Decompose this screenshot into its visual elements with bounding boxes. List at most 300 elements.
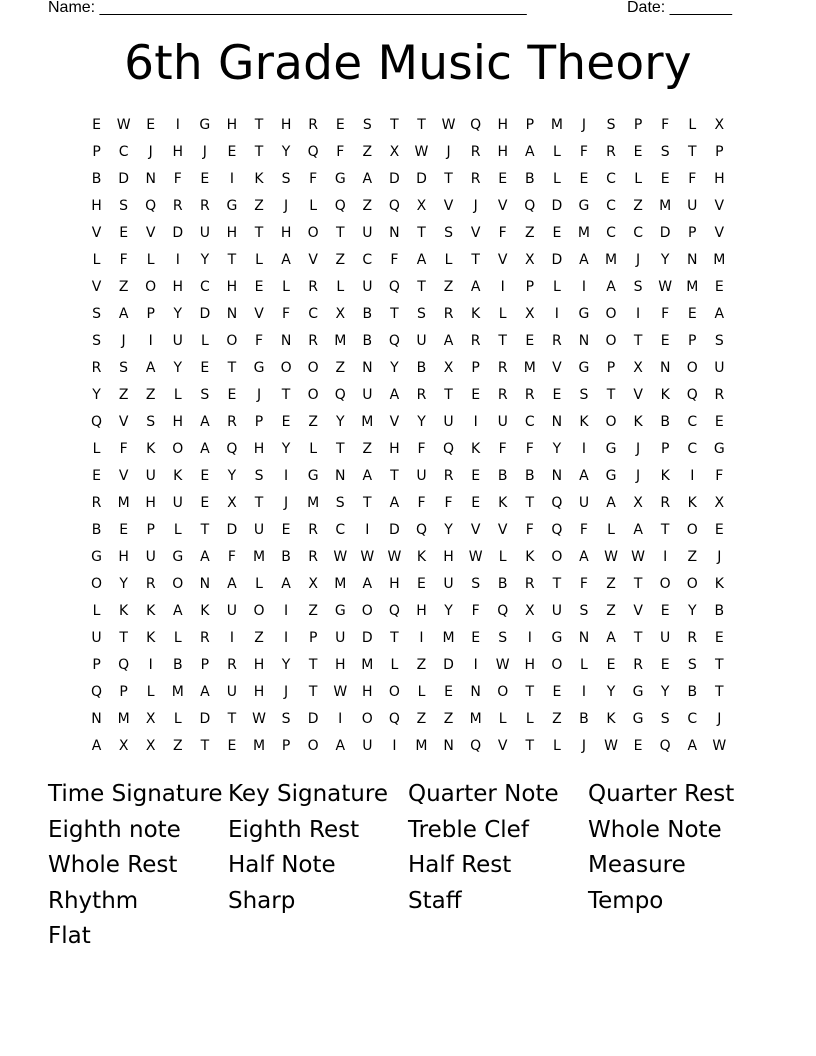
grid-letter: A: [416, 252, 427, 268]
grid-letter: I: [690, 468, 695, 484]
grid-letter: U: [253, 522, 265, 538]
grid-letter: E: [146, 117, 156, 133]
grid-letter: S: [335, 495, 345, 511]
grid-letter: G: [551, 630, 563, 646]
grid-letter: G: [578, 306, 590, 322]
grid-letter: T: [444, 171, 453, 187]
grid-letter: E: [552, 387, 562, 403]
grid-letter: N: [389, 225, 400, 241]
grid-letter: F: [282, 306, 291, 322]
grid-letter: K: [633, 414, 643, 430]
grid-letter: E: [471, 495, 481, 511]
grid-letter: P: [146, 306, 155, 322]
grid-letter: O: [280, 360, 292, 376]
grid-letter: R: [199, 198, 210, 214]
grid-letter: M: [334, 576, 347, 592]
grid-letter: R: [199, 630, 210, 646]
grid-letter: G: [713, 441, 725, 457]
grid-letter: M: [171, 684, 184, 700]
grid-letter: N: [91, 711, 102, 727]
grid-letter: D: [389, 171, 400, 187]
grid-letter: F: [579, 144, 588, 160]
grid-letter: Q: [91, 414, 103, 430]
grid-letter: T: [281, 387, 291, 403]
word-list-item: Sharp: [228, 887, 296, 914]
grid-letter: T: [227, 252, 237, 268]
grid-letter: L: [92, 252, 101, 268]
grid-letter: S: [579, 387, 589, 403]
grid-letter: A: [362, 468, 373, 484]
grid-letter: T: [254, 225, 264, 241]
grid-letter: E: [606, 657, 616, 673]
grid-row: [83, 436, 733, 463]
grid-letter: M: [577, 225, 590, 241]
grid-letter: B: [91, 522, 102, 538]
grid-letter: S: [660, 711, 670, 727]
grid-letter: T: [227, 360, 237, 376]
grid-letter: C: [335, 522, 346, 538]
grid-letter: Q: [388, 198, 400, 214]
grid-letter: N: [578, 333, 590, 349]
grid-letter: S: [471, 576, 481, 592]
grid-letter: H: [280, 225, 292, 241]
grid-letter: P: [471, 360, 480, 376]
grid-letter: W: [631, 549, 646, 565]
grid-letter: R: [227, 657, 237, 673]
grid-letter: Z: [606, 603, 616, 619]
grid-letter: R: [552, 333, 562, 349]
grid-letter: O: [605, 306, 617, 322]
grid-letter: P: [119, 684, 128, 700]
grid-letter: B: [524, 171, 535, 187]
grid-letter: B: [91, 171, 102, 187]
grid-letter: X: [524, 603, 535, 619]
grid-letter: Z: [172, 738, 183, 754]
grid-letter: H: [362, 684, 373, 700]
grid-letter: K: [498, 495, 508, 511]
grid-letter: T: [227, 711, 237, 727]
grid-letter: Q: [551, 522, 563, 538]
grid-letter: L: [173, 711, 182, 727]
grid-letter: R: [470, 144, 481, 160]
grid-letter: T: [498, 333, 507, 349]
grid-letter: T: [525, 495, 535, 511]
grid-letter: D: [551, 252, 563, 268]
grid-letter: O: [361, 711, 373, 727]
grid-letter: L: [552, 144, 561, 160]
grid-letter: H: [389, 576, 400, 592]
word-list-item: Rhythm: [48, 887, 139, 914]
grid-letter: E: [471, 468, 481, 484]
grid-letter: L: [444, 252, 453, 268]
grid-letter: X: [145, 711, 156, 727]
grid-letter: F: [715, 468, 724, 484]
grid-letter: X: [389, 144, 400, 160]
grid-letter: L: [146, 684, 155, 700]
grid-letter: F: [661, 117, 670, 133]
grid-row: [83, 679, 733, 706]
grid-letter: D: [226, 522, 238, 538]
grid-letter: F: [417, 495, 426, 511]
grid-letter: U: [551, 603, 562, 619]
grid-letter: U: [199, 225, 210, 241]
grid-letter: A: [687, 738, 698, 754]
grid-letter: Q: [388, 603, 400, 619]
grid-letter: J: [636, 441, 641, 457]
grid-letter: O: [388, 684, 400, 700]
grid-letter: S: [200, 387, 210, 403]
grid-letter: Y: [417, 414, 426, 430]
grid-letter: J: [473, 198, 478, 214]
grid-letter: Q: [118, 657, 130, 673]
grid-letter: X: [443, 360, 454, 376]
grid-letter: K: [146, 630, 156, 646]
grid-letter: R: [470, 171, 481, 187]
grid-letter: R: [91, 495, 102, 511]
word-list: [48, 777, 768, 955]
grid-letter: U: [226, 684, 238, 700]
grid-letter: A: [470, 279, 481, 295]
grid-letter: T: [390, 306, 399, 322]
grid-letter: A: [335, 738, 346, 754]
grid-letter: T: [390, 468, 399, 484]
grid-letter: D: [551, 198, 563, 214]
grid-letter: E: [281, 522, 291, 538]
grid-letter: L: [580, 657, 588, 673]
grid-letter: T: [390, 117, 399, 133]
grid-letter: V: [470, 522, 481, 538]
grid-letter: H: [172, 414, 184, 430]
grid-letter: S: [92, 306, 101, 322]
grid-letter: S: [254, 468, 264, 484]
grid-letter: W: [414, 144, 429, 160]
grid-letter: R: [443, 306, 454, 322]
grid-letter: C: [308, 306, 319, 322]
grid-letter: O: [686, 522, 698, 538]
grid-letter: R: [145, 576, 156, 592]
grid-row: [83, 544, 733, 571]
grid-letter: E: [687, 306, 697, 322]
grid-letter: H: [524, 657, 536, 673]
grid-letter: E: [200, 495, 210, 511]
grid-letter: V: [91, 225, 102, 241]
grid-letter: B: [281, 549, 291, 565]
grid-letter: T: [200, 522, 210, 538]
grid-letter: B: [497, 468, 508, 484]
grid-letter: U: [91, 630, 102, 646]
grid-letter: P: [146, 522, 155, 538]
grid-letter: N: [551, 414, 563, 430]
grid-letter: I: [473, 657, 478, 673]
grid-letter: N: [280, 333, 292, 349]
grid-letter: T: [444, 387, 453, 403]
grid-row: [83, 112, 733, 139]
grid-letter: T: [525, 738, 535, 754]
grid-letter: M: [334, 333, 347, 349]
grid-letter: V: [497, 522, 508, 538]
grid-letter: Z: [687, 549, 698, 565]
grid-letter: X: [714, 495, 725, 511]
grid-letter: F: [498, 441, 507, 457]
grid-letter: H: [280, 117, 292, 133]
grid-letter: D: [199, 711, 211, 727]
grid-letter: E: [119, 522, 129, 538]
grid-letter: T: [633, 630, 643, 646]
grid-letter: H: [416, 603, 427, 619]
grid-letter: A: [579, 468, 589, 484]
grid-letter: Q: [524, 198, 536, 214]
grid-letter: W: [712, 738, 727, 754]
grid-letter: A: [227, 576, 237, 592]
grid-letter: U: [172, 495, 183, 511]
grid-letter: N: [145, 171, 156, 187]
grid-letter: V: [497, 198, 508, 214]
grid-letter: Y: [660, 684, 670, 700]
grid-letter: W: [468, 549, 483, 565]
grid-letter: R: [497, 360, 508, 376]
grid-letter: X: [145, 738, 156, 754]
word-list-item: Eighth Rest: [228, 816, 360, 843]
grid-letter: E: [254, 279, 264, 295]
grid-letter: T: [308, 684, 318, 700]
grid-letter: B: [362, 333, 373, 349]
grid-letter: K: [606, 711, 616, 727]
grid-letter: K: [146, 441, 156, 457]
grid-letter: O: [659, 576, 671, 592]
grid-letter: N: [578, 630, 590, 646]
grid-letter: X: [308, 576, 318, 592]
grid-letter: V: [254, 306, 264, 322]
grid-letter: Z: [524, 225, 535, 241]
grid-letter: G: [632, 684, 644, 700]
grid-letter: F: [579, 576, 588, 592]
grid-letter: V: [443, 198, 454, 214]
grid-letter: J: [284, 495, 289, 511]
grid-letter: R: [660, 495, 671, 511]
grid-letter: H: [145, 495, 156, 511]
grid-letter: A: [606, 495, 616, 511]
grid-letter: W: [387, 549, 402, 565]
grid-letter: P: [92, 657, 101, 673]
grid-letter: I: [338, 711, 343, 727]
grid-letter: Y: [281, 144, 291, 160]
grid-row: [83, 139, 733, 166]
grid-letter: V: [497, 252, 508, 268]
grid-letter: X: [524, 252, 535, 268]
grid-letter: G: [632, 711, 644, 727]
grid-row: [83, 301, 733, 328]
grid-letter: N: [335, 468, 346, 484]
grid-letter: U: [362, 387, 373, 403]
grid-letter: M: [415, 738, 428, 754]
grid-letter: K: [416, 549, 427, 565]
grid-letter: C: [199, 279, 210, 295]
grid-row: [83, 571, 733, 598]
grid-letter: J: [121, 333, 126, 349]
grid-letter: W: [604, 549, 618, 565]
grid-letter: O: [307, 360, 319, 376]
grid-letter: L: [92, 603, 101, 619]
grid-letter: Q: [307, 144, 319, 160]
grid-letter: S: [119, 360, 129, 376]
grid-letter: Z: [416, 657, 427, 673]
grid-letter: A: [525, 144, 535, 160]
grid-letter: A: [389, 495, 400, 511]
word-list-item: Tempo: [588, 887, 664, 914]
grid-letter: G: [578, 360, 590, 376]
grid-letter: U: [714, 360, 725, 376]
grid-letter: B: [172, 657, 183, 673]
grid-letter: F: [525, 441, 534, 457]
date-field-label: Date: _______: [627, 0, 732, 16]
grid-letter: B: [416, 360, 427, 376]
grid-letter: Q: [443, 441, 455, 457]
word-list-item: Whole Note: [588, 816, 722, 843]
grid-letter: C: [687, 711, 698, 727]
grid-letter: A: [606, 630, 616, 646]
grid-letter: H: [497, 117, 508, 133]
grid-letter: W: [360, 549, 375, 565]
grid-letter: T: [552, 576, 562, 592]
grid-letter: P: [308, 630, 318, 646]
grid-letter: A: [579, 549, 589, 565]
grid-letter: Z: [335, 360, 346, 376]
grid-letter: R: [470, 333, 481, 349]
grid-letter: Q: [415, 522, 427, 538]
grid-letter: A: [362, 576, 373, 592]
grid-letter: A: [579, 252, 589, 268]
grid-letter: I: [392, 738, 397, 754]
grid-letter: A: [633, 522, 643, 538]
grid-letter: S: [119, 198, 129, 214]
grid-letter: P: [281, 738, 291, 754]
grid-letter: H: [714, 171, 725, 187]
grid-letter: Q: [388, 711, 400, 727]
grid-letter: U: [145, 468, 156, 484]
grid-letter: E: [714, 522, 724, 538]
grid-letter: M: [361, 657, 374, 673]
grid-letter: Z: [362, 198, 373, 214]
grid-row: [83, 355, 733, 382]
grid-letter: L: [525, 711, 534, 727]
grid-letter: C: [118, 144, 129, 160]
grid-letter: P: [688, 225, 697, 241]
grid-letter: A: [200, 414, 210, 430]
grid-letter: D: [172, 225, 184, 241]
grid-letter: P: [525, 279, 535, 295]
grid-letter: I: [581, 279, 587, 295]
grid-letter: U: [687, 198, 698, 214]
grid-letter: T: [715, 657, 724, 673]
grid-letter: I: [175, 252, 180, 268]
grid-letter: H: [497, 144, 508, 160]
grid-letter: E: [200, 171, 210, 187]
grid-letter: F: [227, 549, 236, 565]
grid-letter: I: [229, 171, 234, 187]
grid-letter: N: [551, 468, 563, 484]
grid-letter: N: [443, 738, 454, 754]
grid-row: [83, 706, 733, 733]
grid-letter: P: [200, 657, 210, 673]
grid-letter: D: [443, 657, 454, 673]
grid-letter: E: [660, 657, 670, 673]
grid-letter: K: [579, 414, 589, 430]
grid-letter: T: [633, 576, 643, 592]
grid-letter: A: [118, 306, 129, 322]
grid-letter: E: [525, 333, 535, 349]
grid-letter: X: [524, 306, 535, 322]
grid-letter: P: [633, 117, 643, 133]
grid-letter: R: [443, 468, 454, 484]
grid-letter: L: [173, 387, 182, 403]
grid-letter: T: [200, 738, 210, 754]
grid-letter: F: [579, 522, 588, 538]
grid-letter: B: [687, 684, 698, 700]
grid-letter: A: [362, 171, 373, 187]
word-list-item: Whole Rest: [48, 852, 178, 878]
grid-letter: C: [606, 171, 616, 187]
grid-letter: C: [633, 225, 643, 241]
grid-letter: K: [471, 306, 481, 322]
grid-letter: Y: [227, 468, 237, 484]
grid-letter: K: [714, 576, 724, 592]
grid-letter: L: [634, 171, 642, 187]
grid-letter: D: [389, 522, 400, 538]
grid-letter: C: [524, 414, 535, 430]
grid-letter: M: [252, 549, 266, 565]
grid-row: [83, 328, 733, 355]
grid-letter: V: [497, 738, 508, 754]
grid-letter: S: [687, 657, 697, 673]
grid-letter: Z: [254, 630, 264, 646]
grid-letter: Z: [606, 576, 616, 592]
grid-letter: L: [498, 306, 507, 322]
header-line: [48, 0, 748, 18]
grid-letter: W: [116, 117, 131, 133]
grid-letter: Y: [200, 252, 210, 268]
grid-letter: G: [605, 468, 617, 484]
grid-letter: I: [500, 279, 505, 295]
grid-row: [83, 193, 733, 220]
grid-letter: X: [633, 495, 643, 511]
grid-letter: Z: [308, 603, 318, 619]
grid-letter: I: [473, 414, 478, 430]
grid-letter: E: [552, 225, 562, 241]
grid-letter: V: [308, 252, 318, 268]
grid-letter: V: [714, 225, 725, 241]
grid-letter: L: [498, 549, 507, 565]
grid-letter: Z: [335, 252, 346, 268]
grid-letter: E: [200, 468, 210, 484]
grid-letter: O: [307, 738, 319, 754]
grid-letter: L: [255, 576, 263, 592]
grid-letter: A: [200, 684, 210, 700]
grid-row: [83, 652, 733, 679]
grid-letter: A: [443, 333, 454, 349]
grid-letter: E: [444, 684, 453, 700]
grid-letter: E: [200, 360, 210, 376]
grid-letter: O: [145, 279, 157, 295]
grid-letter: Z: [443, 711, 454, 727]
grid-letter: M: [361, 414, 374, 430]
grid-letter: U: [578, 495, 590, 511]
grid-letter: G: [91, 549, 102, 565]
grid-letter: E: [633, 738, 643, 754]
grid-letter: I: [284, 468, 289, 484]
grid-letter: U: [443, 414, 454, 430]
grid-letter: L: [498, 711, 507, 727]
grid-letter: G: [307, 468, 319, 484]
